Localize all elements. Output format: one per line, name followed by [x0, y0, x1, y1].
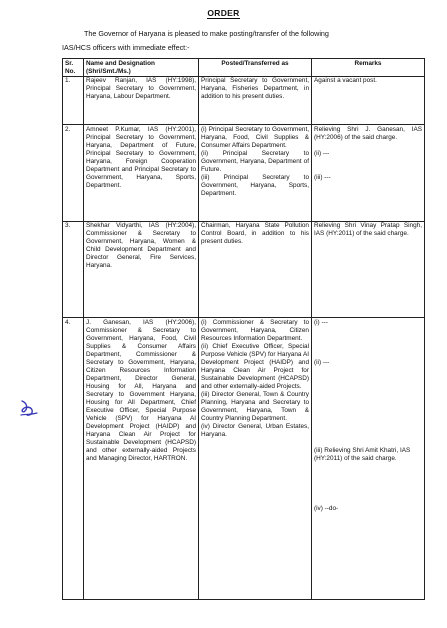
row-name-designation: Shekhar Vidyarthi, IAS (HY:2004), Commissioner & Secretary to Government, Haryana, Women & Child Development Department and Director General, Fire Services, Haryana.	[84, 221, 199, 318]
header-remarks: Remarks	[312, 59, 425, 77]
posting-entry: (iii) Director General, Town & Country Planning, Haryana and Secretary to Government, Haryana, Town & Country Planning Department.	[201, 390, 309, 423]
table-row	[63, 76, 425, 125]
header-posted-transferred: Posted/Transferred as	[199, 59, 312, 77]
remark-entry: (iii) ---	[314, 173, 331, 181]
row-posted-transferred	[199, 76, 312, 125]
row-sr-no: 2.	[63, 125, 84, 222]
row-sr-no: 4.	[63, 318, 84, 600]
remark-entry: (i) ---	[314, 318, 328, 326]
posting-entry: (ii) Chief Executive Officer, Special Purpose Vehicle (SPV) for Haryana AI Development Project (HAIDP) and Haryana Clean Air Project for Sustainable Development (HCAPSD) and other externally-aided Projects.	[201, 342, 309, 390]
row-remarks	[312, 76, 425, 125]
posting-entry: Principal Secretary to Government, Haryana, Fisheries Department, in addition to his present duties.	[201, 77, 309, 101]
header-name-designation: Name and Designation (Shri/Smt./Ms.)	[84, 59, 199, 77]
intro-paragraph	[62, 27, 420, 54]
row-remarks	[312, 318, 425, 600]
row-sr-no: 3.	[63, 221, 84, 318]
table-header-row	[63, 59, 425, 77]
table-row	[63, 318, 425, 600]
remark-entry: (ii) ---	[314, 149, 330, 157]
posting-entry: (i) Commissioner & Secretary to Government, Haryana, Citizen Resources Information Department.	[201, 318, 309, 342]
remark-entry: Relieving Shri J. Ganesan, IAS (HY:2006) of the said charge.	[314, 125, 422, 141]
posting-entry: (iii) Principal Secretary to Government, Haryana, Sports, Department.	[201, 173, 309, 197]
posting-entry: (ii) Principal Secretary to Government, Haryana, Department of Future.	[201, 149, 309, 173]
remark-entry: (iv) --do-	[314, 504, 339, 512]
handwritten-initials-icon	[18, 398, 40, 420]
posting-table	[62, 58, 425, 600]
posting-entry: Chairman, Haryana State Pollution Control Board, in addition to his present duties.	[201, 222, 309, 246]
row-posted-transferred	[199, 125, 312, 222]
row-name-designation: Amneet P.Kumar, IAS (HY:2001), Principal Secretary to Government, Haryana, Department of Future, Principal Secretary to Government, Haryana, Foreign Cooperation Department and Principal Secretary to Government, Haryana, Sports, Department.	[84, 125, 199, 222]
table-row	[63, 221, 425, 318]
row-remarks	[312, 221, 425, 318]
intro-line-1: The Governor of Haryana is pleased to make posting/transfer of the following	[84, 29, 329, 38]
row-remarks	[312, 125, 425, 222]
table-row	[63, 125, 425, 222]
remark-entry: Relieving Shri Vinay Pratap Singh, IAS (HY:2011) of the said charge.	[314, 222, 422, 238]
row-sr-no: 1.	[63, 76, 84, 125]
intro-line-2: IAS/HCS officers with immediate effect:-	[62, 42, 190, 52]
posting-entry: (i) Principal Secretary to Government, Haryana, Food, Civil Supplies & Consumer Affairs Department.	[201, 125, 309, 149]
row-name-designation: Rajeev Ranjan, IAS (HY:1998), Principal Secretary to Government, Haryana, Labour Department.	[84, 76, 199, 125]
remark-entry: (iii) Relieving Shri Amit Khatri, IAS (HY:2011) of the said charge.	[314, 446, 411, 462]
row-posted-transferred	[199, 221, 312, 318]
remark-entry: (ii) ---	[314, 358, 330, 366]
order-heading: ORDER	[207, 8, 240, 18]
row-name-designation: J. Ganesan, IAS (HY:2006), Commissioner & Secretary to Government, Haryana, Food, Civil Supplies & Consumer Affairs Department, Commissioner & Secretary to Government, Haryana, Citizen Resources Information Department, Director General, Housing for All, Haryana and Secretary to Government Haryana, Housing for All Department, Chief Executive Officer, Special Purpose Vehicle (SPV) for Haryana AI Development Project (HAIDP) and Haryana Clean Air Project for Sustainable Development (HCAPSD) and other externally-aided Projects and Managing Director, HARTRON.	[84, 318, 199, 600]
remark-entry: Against a vacant post.	[314, 77, 377, 84]
posting-entry: (iv) Director General, Urban Estates, Haryana.	[201, 423, 309, 439]
header-sr-no: Sr. No.	[63, 59, 84, 77]
row-posted-transferred	[199, 318, 312, 600]
